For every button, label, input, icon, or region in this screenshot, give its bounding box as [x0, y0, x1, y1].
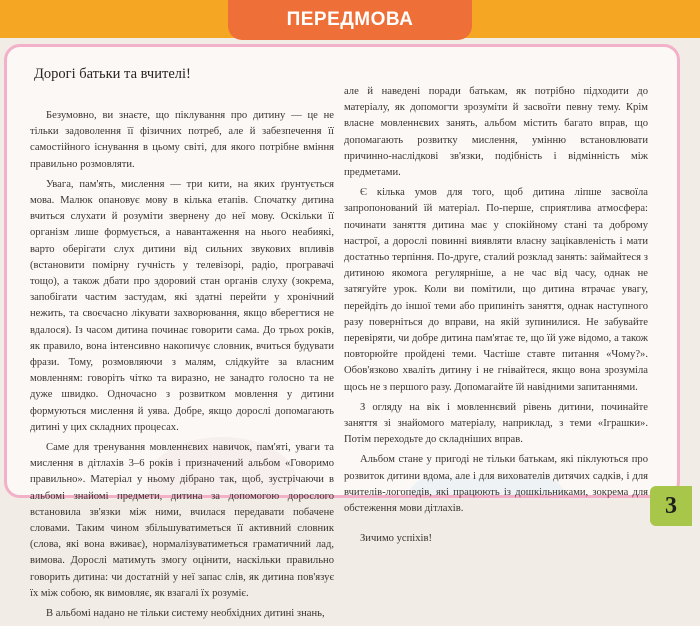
left-column: [30, 108, 334, 626]
paragraph: Альбом стане у пригоді не тільки батькам, які піклуються про розвиток дитини вдома, але і для вихователів дитячих садків, і для вчителів-логопедів, які працюють із дошкільниками, зокрема для обстеження мови дітлахів.: [344, 454, 648, 515]
right-column: [344, 84, 648, 551]
page-number: 3: [665, 492, 677, 519]
signoff: Зичимо успіхів!: [360, 533, 433, 545]
greeting: Дорогі батьки та вчителі!: [34, 66, 191, 82]
paragraph: З огляду на вік і мовленнєвий рівень дитини, починайте заняття зі знайомого матеріалу, наприклад, з теми «Іграшки». Потім переходьте до складніших вправ.: [344, 401, 648, 446]
title-tab: [228, 0, 472, 40]
paragraph: але й наведені поради батькам, як потрібно підходити до матеріалу, як допомогти зрозуміти й засвоїти певну тему. Крім власне мовленнєвих занять, альбом містить багато вправ, що допомагають розвитку мислення, умінню встановлювати причинно-наслідкові зв'язки, подібність і відмінність між предметами.: [344, 86, 648, 179]
paragraph: Саме для тренування мовленнєвих навичок, пам'яті, уваги та мислення в дітлахів 3–6 років і призначений альбом «Говоримо правильно». Матеріал у ньому дібрано так, щоб, зустрічаючи в альбомі знайомі предмети, дитина за допомогою дорослого встановила зв'язки між ними, вчилася передавати побачене словами. Таким чином збільшуватиметься її активний словник (слова, які вона вживає), нормалізуватиметься граматичний лад, вимова. Дорослі матимуть змогу оцінити, наскільки правильно говорить дитина: чи достатній у неї запас слів, як дитина пов'язує їх між собою, як вимовляє, як взагалі їх розуміє.: [30, 442, 334, 599]
paragraph: Є кілька умов для того, щоб дитина ліпше засвоїла запропонований їй матеріал. По-перше, сприятлива атмосфера: починати заняття дитина має у спокійному стані та доброму настрої, а дорослі повинні виявляти власну зацікавленість і мати достатньо терпіння. По-друге, сталий розклад занять: займайтеся з дитиною якомога регулярніше, а не час від часу, однак не затягуйте урок. Коли ви помітили, що дитина втрачає увагу, перейдіть до іншої теми або припиніть заняття, однак наступного разу поверніться до вправи, на якій зупинилися. Не забувайте перевіряти, чи добре дитина пам'ятає те, що їй уже відомо, а також повторюйте пройдені теми. Частіше ставте питання «Чому?». Обов'язково хваліть дитину і не гнівайтеся, якщо вона зрозуміла щось не з першого разу. Допомагайте їй навідними запитаннями.: [344, 187, 648, 393]
paragraph: В альбомі надано не тільки систему необхідних дитині знань,: [46, 608, 325, 620]
page-number-tab: [650, 486, 692, 526]
paragraph: Увага, пам'ять, мислення — три кити, на яких ґрунтується мова. Малюк опановує мову в кілька етапів. Спочатку дитина вчиться слухати й розуміти звернену до неї мову. Оскільки її організм лише формується, а навантаження на нього неабиякі, варто оберігати слух дитини від сильних звукових впливів (встановити помірну гучність у телевізорі, радіо, програвачі тощо), а також дбати про здоровий стан органів слуху (зокрема, запобігати частим застудам, які здатні перейти у хронічний нежить, та своєчасно лікувати захворювання, якщо вберегтися не вдалося). Із часом дитина починає говорити сама. До трьох років, як правило, вона інтенсивно накопичує словник, вчиться будувати фрази. Тому, розмовляючи з малям, слідкуйте за власним мовленням: говоріть чітко та виразно, не занадто голосно та не дуже швидко. Одночасно з розвитком мовлення у дитини формуються мислення й уява. Добре, якщо дорослі допомагають дитині у цих складних процесах.: [30, 178, 334, 433]
page-title: ПЕРЕДМОВА: [286, 9, 414, 30]
paragraph: Безумовно, ви знаєте, що піклування про дитину — це не тільки задоволення її фізичних потреб, але й забезпечення її самостійного існування в цьому світі, для якого потрібне вміння правильно розмовляти.: [30, 110, 334, 170]
